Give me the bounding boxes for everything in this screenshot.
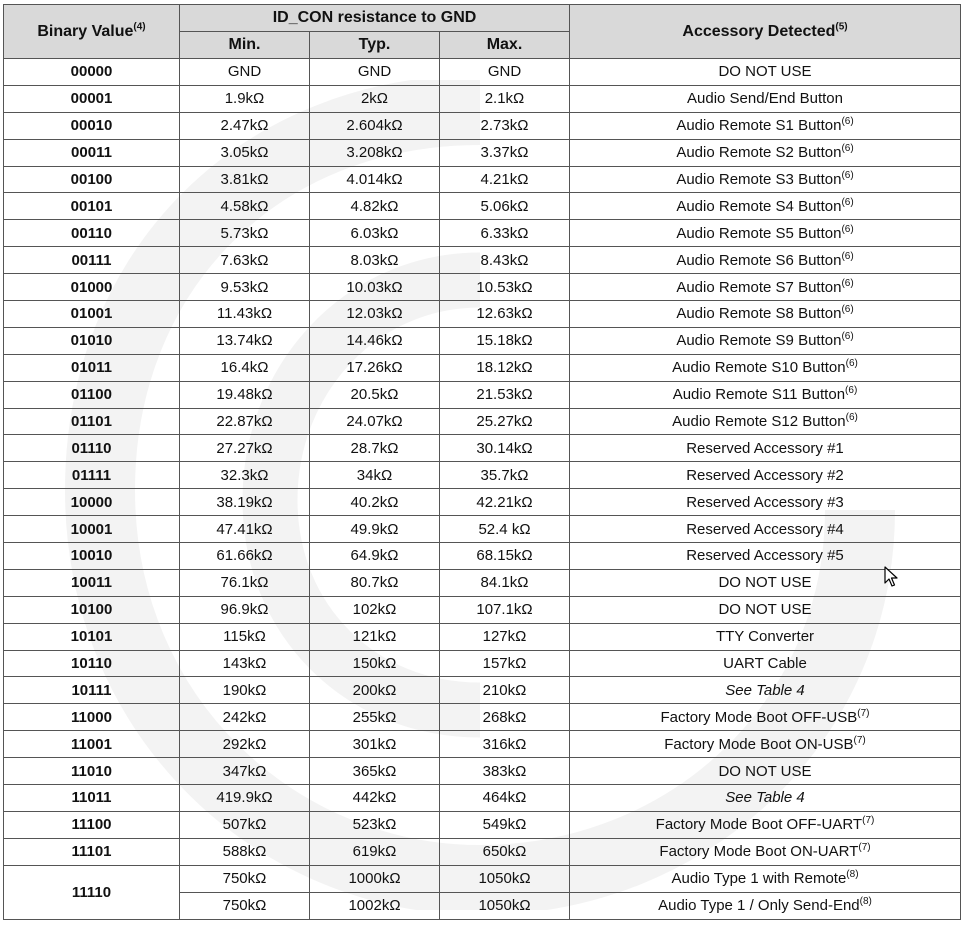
min-resistance-cell: 19.48kΩ [180, 381, 310, 408]
min-resistance-cell: 16.4kΩ [180, 354, 310, 381]
footnote-ref: (6) [845, 385, 858, 397]
min-resistance-cell: 3.05kΩ [180, 139, 310, 166]
accessory-label: Audio Type 1 with Remote [671, 870, 847, 888]
binary-value-cell: 10001 [4, 516, 180, 543]
accessory-cell [570, 193, 961, 220]
accessory-label: Factory Mode Boot ON-USB [664, 735, 854, 753]
accessory-label: See Table 4 [725, 681, 805, 699]
accessory-cell [570, 220, 961, 247]
footnote-ref: (6) [841, 250, 854, 262]
max-resistance-cell: 8.43kΩ [440, 247, 570, 274]
accessory-cell [570, 327, 961, 354]
min-resistance-cell: 588kΩ [180, 838, 310, 865]
binary-value-cell: 10101 [4, 623, 180, 650]
accessory-label: UART Cable [723, 655, 807, 673]
min-resistance-cell: 347kΩ [180, 758, 310, 785]
footnote-ref: (6) [841, 196, 854, 208]
accessory-label: See Table 4 [725, 789, 805, 807]
min-resistance-cell: 2.47kΩ [180, 112, 310, 139]
min-resistance-cell: 7.63kΩ [180, 247, 310, 274]
accessory-cell [570, 435, 961, 462]
table-row [4, 758, 961, 785]
typ-resistance-cell: 102kΩ [310, 596, 440, 623]
max-resistance-cell: 650kΩ [440, 838, 570, 865]
typ-resistance-cell: 14.46kΩ [310, 327, 440, 354]
accessory-cell [570, 408, 961, 435]
binary-value-cell: 01011 [4, 354, 180, 381]
binary-value-cell: 10111 [4, 677, 180, 704]
typ-resistance-cell: 10.03kΩ [310, 274, 440, 301]
max-resistance-cell: 25.27kΩ [440, 408, 570, 435]
min-resistance-cell: 96.9kΩ [180, 596, 310, 623]
binary-value-cell: 11010 [4, 758, 180, 785]
footnote-ref: (6) [845, 412, 858, 424]
binary-value-cell: 01000 [4, 274, 180, 301]
max-resistance-cell: 84.1kΩ [440, 569, 570, 596]
footnote-ref: (6) [841, 143, 854, 155]
accessory-label: Audio Remote S9 Button [676, 332, 842, 350]
binary-value-cell: 11000 [4, 704, 180, 731]
accessory-cell [570, 59, 961, 86]
typ-resistance-cell: 34kΩ [310, 462, 440, 489]
typ-resistance-cell: 4.014kΩ [310, 166, 440, 193]
typ-resistance-cell: 523kΩ [310, 811, 440, 838]
binary-value-cell: 00100 [4, 166, 180, 193]
table-row [4, 274, 961, 301]
accessory-cell [570, 112, 961, 139]
table-row [4, 139, 961, 166]
accessory-label: Audio Remote S11 Button [672, 386, 846, 404]
typ-resistance-cell: 619kΩ [310, 838, 440, 865]
max-resistance-cell: GND [440, 59, 570, 86]
binary-value-cell: 01001 [4, 301, 180, 328]
min-resistance-cell: 61.66kΩ [180, 543, 310, 570]
typ-resistance-cell: 17.26kΩ [310, 354, 440, 381]
header-min: Min. [180, 32, 310, 59]
id-con-resistance-table [3, 4, 961, 920]
min-resistance-cell: 5.73kΩ [180, 220, 310, 247]
accessory-label: Audio Remote S6 Button [676, 251, 842, 269]
footnote-ref: (6) [841, 331, 854, 343]
table-row [4, 677, 961, 704]
footnote-ref: (7) [858, 842, 871, 854]
accessory-cell [570, 166, 961, 193]
accessory-cell [570, 838, 961, 865]
min-resistance-cell: 507kΩ [180, 811, 310, 838]
table-row [4, 596, 961, 623]
max-resistance-cell: 21.53kΩ [440, 381, 570, 408]
min-resistance-cell: 419.9kΩ [180, 785, 310, 812]
max-resistance-cell: 3.37kΩ [440, 139, 570, 166]
max-resistance-cell: 52.4 kΩ [440, 516, 570, 543]
accessory-label: Factory Mode Boot ON-UART [659, 843, 859, 861]
min-resistance-cell: 9.53kΩ [180, 274, 310, 301]
typ-resistance-cell: 6.03kΩ [310, 220, 440, 247]
accessory-cell [570, 247, 961, 274]
table-row [4, 811, 961, 838]
min-resistance-cell: 27.27kΩ [180, 435, 310, 462]
typ-resistance-cell: 8.03kΩ [310, 247, 440, 274]
table-row [4, 220, 961, 247]
binary-value-cell: 10000 [4, 489, 180, 516]
footnote-ref: (6) [841, 304, 854, 316]
accessory-label: DO NOT USE [718, 762, 812, 780]
footnote-ref: (6) [841, 277, 854, 289]
accessory-cell [570, 85, 961, 112]
typ-resistance-cell: 365kΩ [310, 758, 440, 785]
table-row [4, 112, 961, 139]
max-resistance-cell: 268kΩ [440, 704, 570, 731]
typ-resistance-cell: 40.2kΩ [310, 489, 440, 516]
footnote-ref: (7) [862, 815, 875, 827]
accessory-label: Audio Remote S5 Button [676, 224, 842, 242]
accessory-label: Audio Remote S4 Button [676, 197, 842, 215]
accessory-cell [570, 865, 961, 892]
accessory-cell [570, 516, 961, 543]
accessory-label: Audio Remote S7 Button [676, 278, 842, 296]
max-resistance-cell: 42.21kΩ [440, 489, 570, 516]
table-row [4, 435, 961, 462]
binary-value-cell: 00001 [4, 85, 180, 112]
typ-resistance-cell: 4.82kΩ [310, 193, 440, 220]
typ-resistance-cell: 255kΩ [310, 704, 440, 731]
accessory-label: TTY Converter [715, 628, 815, 646]
table-row [4, 381, 961, 408]
accessory-cell [570, 301, 961, 328]
max-resistance-cell: 1050kΩ [440, 865, 570, 892]
typ-resistance-cell: 20.5kΩ [310, 381, 440, 408]
accessory-cell [570, 354, 961, 381]
min-resistance-cell: 11.43kΩ [180, 301, 310, 328]
table-row [4, 327, 961, 354]
table-row [4, 354, 961, 381]
accessory-label: Reserved Accessory #3 [686, 493, 844, 511]
accessory-cell [570, 811, 961, 838]
table-row [4, 543, 961, 570]
min-resistance-cell: 4.58kΩ [180, 193, 310, 220]
typ-resistance-cell: 24.07kΩ [310, 408, 440, 435]
min-resistance-cell: 22.87kΩ [180, 408, 310, 435]
accessory-label: Factory Mode Boot OFF-USB [660, 708, 858, 726]
table-row [4, 650, 961, 677]
max-resistance-cell: 157kΩ [440, 650, 570, 677]
accessory-label: Audio Remote S10 Button [672, 359, 846, 377]
table-row [4, 462, 961, 489]
min-resistance-cell: 47.41kΩ [180, 516, 310, 543]
binary-value-cell: 11101 [4, 838, 180, 865]
binary-value-cell: 10010 [4, 543, 180, 570]
accessory-cell [570, 623, 961, 650]
accessory-label: Audio Remote S12 Button [672, 413, 846, 431]
min-resistance-cell: 13.74kΩ [180, 327, 310, 354]
accessory-label: Audio Remote S1 Button [676, 117, 842, 135]
accessory-label: Reserved Accessory #4 [686, 520, 844, 538]
footnote-ref: (7) [857, 707, 870, 719]
binary-value-cell: 11001 [4, 731, 180, 758]
footnote-ref: (6) [845, 358, 858, 370]
accessory-cell [570, 596, 961, 623]
accessory-label: Reserved Accessory #5 [686, 547, 844, 565]
max-resistance-cell: 30.14kΩ [440, 435, 570, 462]
accessory-cell [570, 677, 961, 704]
min-resistance-cell: 76.1kΩ [180, 569, 310, 596]
accessory-label: DO NOT USE [718, 601, 812, 619]
table-row [4, 865, 961, 892]
typ-resistance-cell: 442kΩ [310, 785, 440, 812]
table-row [4, 247, 961, 274]
max-resistance-cell: 18.12kΩ [440, 354, 570, 381]
header-binary-value: Binary Value$^{(4)}$ [4, 5, 180, 59]
accessory-cell [570, 785, 961, 812]
accessory-label: Audio Type 1 / Only Send-End [658, 897, 860, 915]
typ-resistance-cell: 3.208kΩ [310, 139, 440, 166]
typ-resistance-cell: 64.9kΩ [310, 543, 440, 570]
table-row [4, 838, 961, 865]
accessory-label: Audio Remote S3 Button [676, 171, 842, 188]
min-resistance-cell: 143kΩ [180, 650, 310, 677]
accessory-cell [570, 892, 961, 919]
accessory-cell [570, 704, 961, 731]
table-row [4, 489, 961, 516]
header-id-con-resistance: ID_CON resistance to GND [180, 5, 570, 32]
max-resistance-cell: 68.15kΩ [440, 543, 570, 570]
max-resistance-cell: 10.53kΩ [440, 274, 570, 301]
binary-value-cell: 11110 [4, 865, 180, 919]
binary-value-cell: 11100 [4, 811, 180, 838]
typ-resistance-cell: 2kΩ [310, 85, 440, 112]
accessory-label: Audio Send/End Button [687, 90, 843, 108]
typ-resistance-cell: 80.7kΩ [310, 569, 440, 596]
header-accessory-detected: Accessory Detected$^{(5)}$ [570, 5, 961, 59]
table-row [4, 569, 961, 596]
table-row [4, 193, 961, 220]
min-resistance-cell: 190kΩ [180, 677, 310, 704]
typ-resistance-cell: 150kΩ [310, 650, 440, 677]
min-resistance-cell: 750kΩ [180, 865, 310, 892]
max-resistance-cell: 210kΩ [440, 677, 570, 704]
max-resistance-cell: 5.06kΩ [440, 193, 570, 220]
binary-value-cell: 00101 [4, 193, 180, 220]
typ-resistance-cell: 28.7kΩ [310, 435, 440, 462]
accessory-label: DO NOT USE [718, 63, 812, 81]
typ-resistance-cell: 121kΩ [310, 623, 440, 650]
binary-value-cell: 10011 [4, 569, 180, 596]
footnote-ref: (8) [859, 896, 872, 908]
binary-value-cell: 01111 [4, 462, 180, 489]
binary-value-cell: 00010 [4, 112, 180, 139]
mouse-cursor-icon [884, 566, 900, 588]
typ-resistance-cell: 12.03kΩ [310, 301, 440, 328]
accessory-cell [570, 139, 961, 166]
min-resistance-cell: 115kΩ [180, 623, 310, 650]
accessory-cell [570, 650, 961, 677]
table-row [4, 623, 961, 650]
table-row [4, 704, 961, 731]
binary-value-cell: 00011 [4, 139, 180, 166]
table-row [4, 516, 961, 543]
accessory-label: Reserved Accessory #1 [686, 439, 844, 457]
footnote-ref: (6) [841, 170, 854, 181]
min-resistance-cell: 750kΩ [180, 892, 310, 919]
table-row [4, 301, 961, 328]
min-resistance-cell: 292kΩ [180, 731, 310, 758]
typ-resistance-cell: 301kΩ [310, 731, 440, 758]
max-resistance-cell: 2.1kΩ [440, 85, 570, 112]
max-resistance-cell: 107.1kΩ [440, 596, 570, 623]
binary-value-cell: 10110 [4, 650, 180, 677]
footnote-ref: (6) [841, 116, 854, 128]
binary-value-cell: 01010 [4, 327, 180, 354]
footnote-ref: (7) [853, 734, 866, 746]
max-resistance-cell: 1050kΩ [440, 892, 570, 919]
accessory-cell [570, 758, 961, 785]
min-resistance-cell: 3.81kΩ [180, 166, 310, 193]
binary-value-cell: 00110 [4, 220, 180, 247]
accessory-cell [570, 274, 961, 301]
max-resistance-cell: 464kΩ [440, 785, 570, 812]
table-row [4, 59, 961, 86]
binary-value-cell: 10100 [4, 596, 180, 623]
accessory-label: Reserved Accessory #2 [686, 466, 844, 484]
accessory-cell [570, 731, 961, 758]
binary-value-cell: 01101 [4, 408, 180, 435]
max-resistance-cell: 383kΩ [440, 758, 570, 785]
accessory-cell [570, 543, 961, 570]
header-typ: Typ. [310, 32, 440, 59]
max-resistance-cell: 549kΩ [440, 811, 570, 838]
typ-resistance-cell: 1002kΩ [310, 892, 440, 919]
accessory-cell [570, 489, 961, 516]
accessory-label: Factory Mode Boot OFF-UART [655, 816, 863, 834]
max-resistance-cell: 12.63kΩ [440, 301, 570, 328]
accessory-label: DO NOT USE [718, 574, 812, 592]
accessory-cell [570, 462, 961, 489]
typ-resistance-cell: 200kΩ [310, 677, 440, 704]
binary-value-cell: 00000 [4, 59, 180, 86]
max-resistance-cell: 2.73kΩ [440, 112, 570, 139]
min-resistance-cell: GND [180, 59, 310, 86]
table-row [4, 408, 961, 435]
binary-value-cell: 01100 [4, 381, 180, 408]
min-resistance-cell: 38.19kΩ [180, 489, 310, 516]
footnote-ref: (6) [841, 223, 854, 235]
binary-value-cell: 00111 [4, 247, 180, 274]
min-resistance-cell: 1.9kΩ [180, 85, 310, 112]
min-resistance-cell: 242kΩ [180, 704, 310, 731]
accessory-label: Audio Remote S2 Button [676, 144, 842, 162]
typ-resistance-cell: 1000kΩ [310, 865, 440, 892]
max-resistance-cell: 316kΩ [440, 731, 570, 758]
table-row [4, 785, 961, 812]
max-resistance-cell: 15.18kΩ [440, 327, 570, 354]
binary-value-cell: 01110 [4, 435, 180, 462]
accessory-cell [570, 381, 961, 408]
typ-resistance-cell: 49.9kΩ [310, 516, 440, 543]
max-resistance-cell: 35.7kΩ [440, 462, 570, 489]
accessory-cell [570, 569, 961, 596]
table-row [4, 166, 961, 193]
accessory-label: Audio Remote S8 Button [676, 305, 842, 323]
max-resistance-cell: 127kΩ [440, 623, 570, 650]
typ-resistance-cell: GND [310, 59, 440, 86]
footnote-ref: (8) [846, 869, 859, 881]
max-resistance-cell: 6.33kΩ [440, 220, 570, 247]
table-row [4, 85, 961, 112]
min-resistance-cell: 32.3kΩ [180, 462, 310, 489]
binary-value-cell: 11011 [4, 785, 180, 812]
max-resistance-cell: 4.21kΩ [440, 166, 570, 193]
typ-resistance-cell: 2.604kΩ [310, 112, 440, 139]
table-row [4, 731, 961, 758]
header-max: Max. [440, 32, 570, 59]
